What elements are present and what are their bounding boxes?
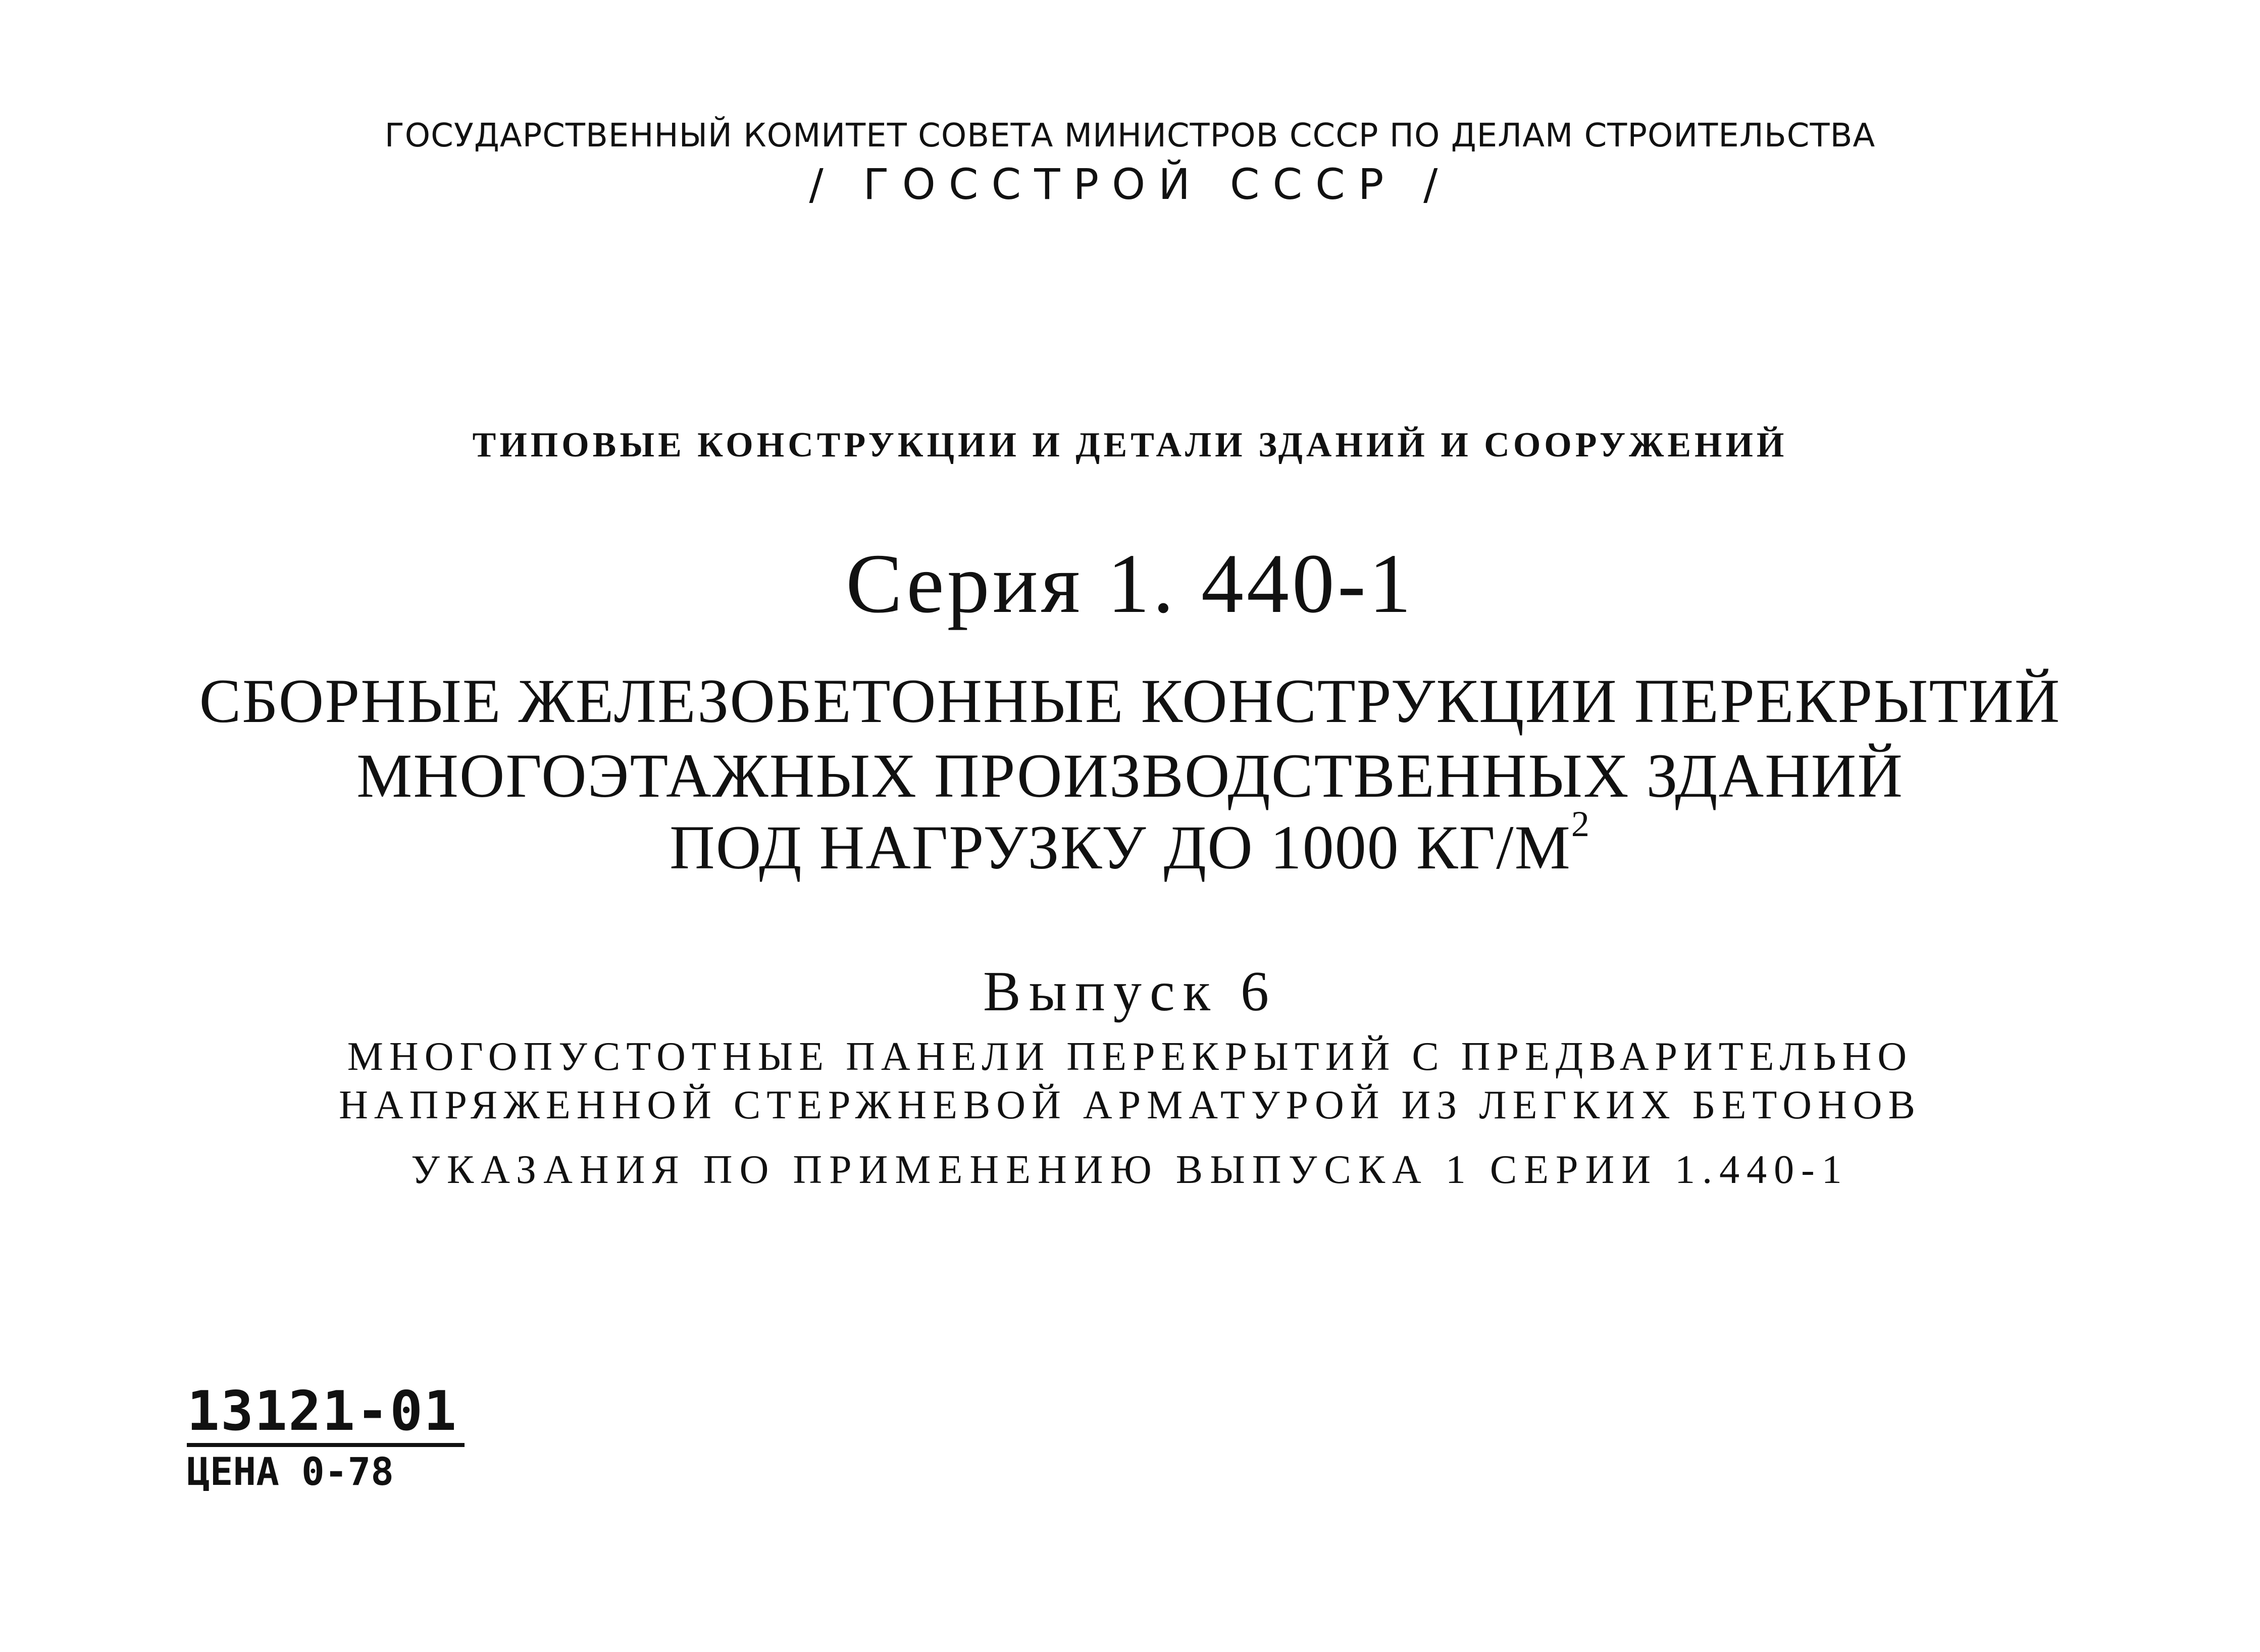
title-line-2: МНОГОЭТАЖНЫХ ПРОИЗВОДСТВЕННЫХ ЗДАНИЙ [356,741,1904,810]
document-code: 13121-01 [187,1383,465,1447]
issue-label: Выпуск 6 [983,960,1277,1023]
price-value: 0-78 [301,1449,394,1494]
series-number: Серия 1. 440-1 [846,537,1414,631]
title-line-3-text: ПОД НАГРУЗКУ ДО 1000 КГ/М [670,813,1571,882]
typical-constructions-line: ТИПОВЫЕ КОНСТРУКЦИИ И ДЕТАЛИ ЗДАНИЙ И СООРУЖЕНИЙ [472,426,1788,464]
price-row [187,1448,465,1495]
price-label: ЦЕНА [187,1449,280,1494]
committee-header: ГОСУДАРСТВЕННЫЙ КОМИТЕТ СОВЕТА МИНИСТРОВ СССР ПО ДЕЛАМ СТРОИТЕЛЬСТВА [384,117,1876,154]
gosstroy-label: / ГОССТРОЙ СССР / [809,160,1451,209]
title-line-1: СБОРНЫЕ ЖЕЛЕЗОБЕТОННЫЕ КОНСТРУКЦИИ ПЕРЕКРЫТИЙ [199,666,2061,736]
issue-description-line-1: МНОГОПУСТОТНЫЕ ПАНЕЛИ ПЕРЕКРЫТИЙ С ПРЕДВАРИТЕЛЬНО [347,1035,1913,1079]
title-line-3 [0,804,2260,884]
title-superscript: 2 [1571,804,1590,844]
usage-instructions-line: УКАЗАНИЯ ПО ПРИМЕНЕНИЮ ВЫПУСКА 1 СЕРИИ 1.440-1 [411,1148,1849,1192]
issue-description-line-2: НАПРЯЖЕННОЙ СТЕРЖНЕВОЙ АРМАТУРОЙ ИЗ ЛЕГКИХ БЕТОНОВ [339,1083,1921,1127]
footer-code-block [187,1380,465,1495]
